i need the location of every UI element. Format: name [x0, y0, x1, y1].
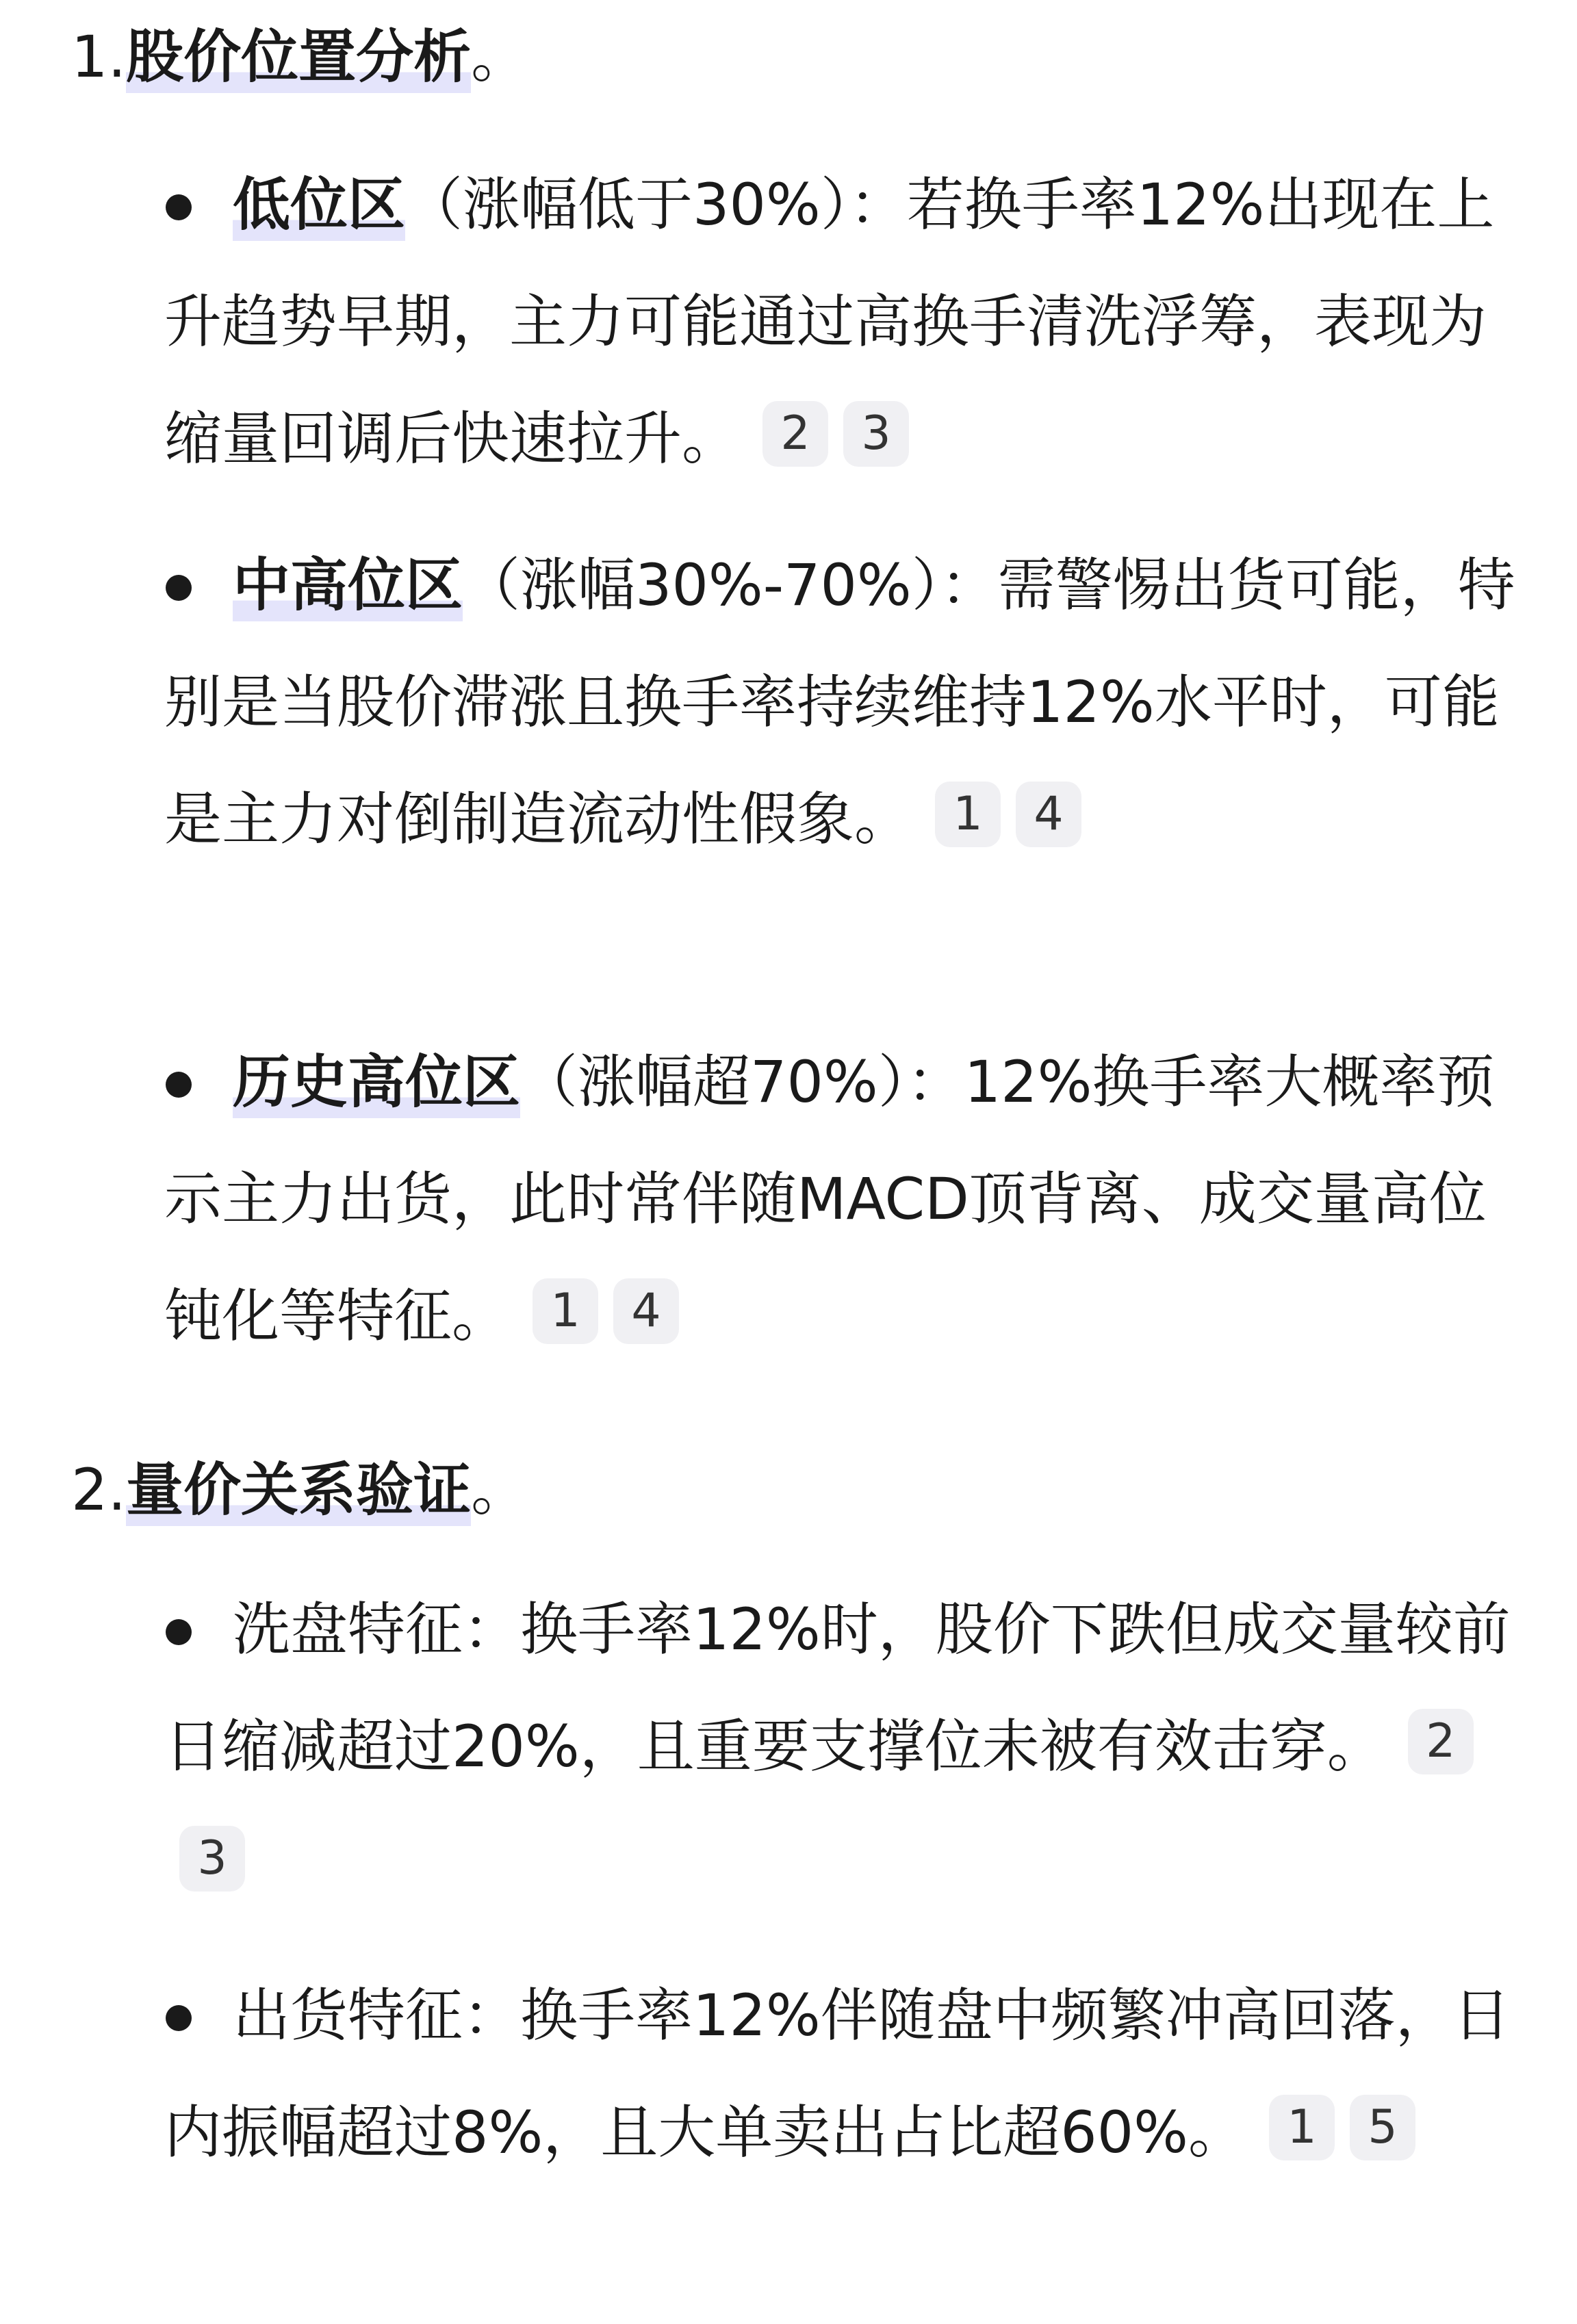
bullet-text: （涨幅低于30%）：若换手率12%出现在上升趋势早期，主力可能通过高换手清洗浮筹，表现为缩量回调后快速拉升。	[164, 171, 1495, 472]
section-number: 2.	[71, 1456, 127, 1523]
bullet-term: 低位区	[233, 171, 405, 241]
section-tail: 。	[471, 23, 529, 90]
bullet-text: （涨幅超70%）：12%换手率大概率预示主力出货，此时常伴随MACD顶背离、成交量高位钝化等特征。	[164, 1048, 1495, 1350]
citation-badge[interactable]: 5	[1350, 2095, 1415, 2160]
bullet-term: 历史高位区	[233, 1048, 520, 1118]
section-heading-1	[71, 19, 528, 94]
bullet-text: （涨幅30%-70%）：需警惕出货可能，特别是当股价滞涨且换手率持续维持12%水平时，可能是主力对倒制造流动性假象。	[164, 552, 1515, 853]
bullet-historic-high	[164, 1024, 1540, 1375]
citation-badge[interactable]: 4	[1016, 782, 1081, 847]
bullet-mid-high-position	[164, 527, 1540, 878]
section-title: 股价位置分析	[126, 23, 471, 93]
bullet-distribution-features	[164, 1957, 1540, 2191]
citation-badge[interactable]: 3	[179, 1826, 245, 1892]
section-tail: 。	[471, 1456, 529, 1523]
bullet-text: 出货特征：换手率12%伴随盘中频繁冲高回落，日内振幅超过8%，且大单卖出占比超60%。	[164, 1982, 1511, 2166]
citation-badge[interactable]: 2	[762, 401, 828, 467]
citation-badge[interactable]: 3	[843, 401, 909, 467]
bullet-low-position	[164, 146, 1540, 498]
citation-badge[interactable]: 1	[1269, 2095, 1335, 2160]
bullet-term: 中高位区	[233, 552, 463, 621]
section-heading-2	[71, 1452, 528, 1527]
citation-badge[interactable]: 1	[935, 782, 1001, 847]
citation-badge[interactable]: 1	[533, 1278, 598, 1344]
section-number: 1.	[71, 23, 127, 90]
bullet-text: 洗盘特征：换手率12%时，股价下跌但成交量较前日缩减超过20%，且重要支撑位未被有效击穿。	[164, 1596, 1511, 1780]
section-title: 量价关系验证	[126, 1456, 471, 1526]
citation-badge[interactable]: 2	[1408, 1709, 1474, 1774]
citation-badge[interactable]: 4	[613, 1278, 679, 1344]
bullet-washout-features	[164, 1571, 1540, 1922]
